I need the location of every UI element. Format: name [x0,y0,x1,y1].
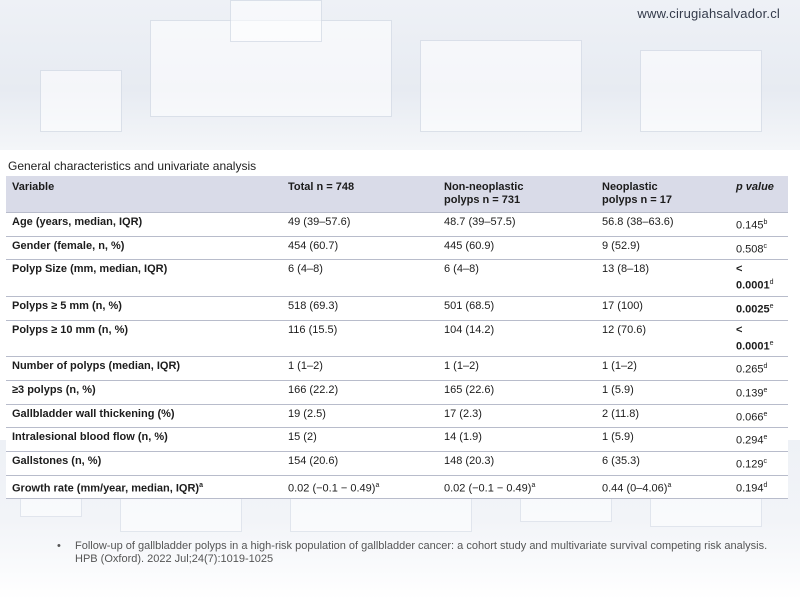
cell-neoplastic [596,428,730,452]
table-row [6,475,788,499]
cell-p-value-footnote-mark: c [763,242,768,250]
cell-neoplastic [596,404,730,428]
cell-total-value: 15 (2) [288,431,317,444]
table-row [6,213,788,237]
cell-non-neoplastic [438,404,596,428]
cell-total-value: 116 (15.5) [288,323,338,336]
cell-p-value-footnote-mark: e [763,434,768,442]
cell-variable-value: Growth rate (mm/year, median, IQR) [12,482,200,495]
cell-non-neoplastic-value: 501 (68.5) [444,299,495,312]
cell-variable [6,451,282,475]
cell-p-value-footnote-mark: e [763,386,768,394]
cell-neoplastic [596,380,730,404]
cell-non-neoplastic-value: 48.7 (39–57.5) [444,216,516,228]
cell-neoplastic [596,357,730,381]
cell-p-value [730,260,788,297]
cell-neoplastic-value: 1 (5.9) [602,431,634,444]
cell-non-neoplastic [438,380,596,404]
bg-shape [420,40,582,132]
cell-p-value-footnote-mark: e [769,302,774,310]
header-non-neoplastic-line2: polyps n = 731 [444,194,521,206]
cell-neoplastic [596,213,730,237]
cell-total-value: 454 (60.7) [288,239,339,252]
table-row [6,451,788,475]
cell-neoplastic-value: 56.8 (38–63.6) [602,216,674,228]
cell-neoplastic-value: 17 (100) [602,299,643,312]
cell-neoplastic-value: 12 (70.6) [602,323,647,336]
cell-p-value-value: < 0.0001 [736,263,770,292]
cell-p-value-value: 0.508 [736,243,764,256]
cell-p-value-value: 0.294 [736,434,764,447]
results-table [6,176,788,499]
cell-variable [6,260,282,297]
cell-variable-value: Number of polyps (median, IQR) [12,360,181,373]
table-row [6,404,788,428]
cell-p-value-footnote-mark: e [769,339,774,347]
cell-p-value-value: 0.139 [736,387,764,400]
cell-total [282,404,438,428]
cell-total [282,475,438,499]
cell-neoplastic-value: 0.44 (0–4.06) [602,482,668,495]
cell-total-value: 154 (20.6) [288,454,339,467]
cell-variable [6,236,282,260]
cell-p-value-footnote-mark: d [763,481,768,489]
cell-total-value: 1 (1–2) [288,360,323,373]
header-p-value [730,176,788,213]
table-row [6,236,788,260]
cell-total-value: 166 (22.2) [288,383,339,396]
cell-neoplastic-value: 13 (8–18) [602,263,650,276]
cell-p-value [730,404,788,428]
header-neoplastic-line1: Neoplastic [602,181,658,193]
cell-p-value-value: 0.265 [736,363,764,376]
cell-total [282,451,438,475]
cell-variable-value: Intralesional blood flow (n, %) [12,431,168,444]
cell-total [282,428,438,452]
cell-total [282,357,438,381]
cell-neoplastic [596,296,730,320]
cell-neoplastic [596,451,730,475]
bg-shape [40,70,122,132]
table-row [6,260,788,297]
cell-non-neoplastic [438,357,596,381]
cell-non-neoplastic [438,213,596,237]
cell-total-value: 0.02 (−0.1 − 0.49) [288,482,376,495]
table-row [6,296,788,320]
cell-variable [6,357,282,381]
cell-p-value [730,380,788,404]
cell-non-neoplastic-value: 165 (22.6) [444,383,495,396]
cell-non-neoplastic [438,320,596,357]
table-row [6,380,788,404]
cell-total-value: 518 (69.3) [288,299,339,312]
cell-p-value-value: 0.145 [736,219,764,232]
cell-non-neoplastic-value: 0.02 (−0.1 − 0.49) [444,482,532,495]
cell-non-neoplastic [438,236,596,260]
cell-variable-value: Gallstones (n, %) [12,454,102,467]
cell-total [282,213,438,237]
cell-non-neoplastic-value: 6 (4–8) [444,263,479,276]
cell-variable [6,404,282,428]
cell-variable [6,475,282,499]
cell-variable-value: Age (years, median, IQR) [12,216,143,228]
cell-variable [6,320,282,357]
cell-p-value-footnote-mark: d [769,279,774,287]
cell-p-value [730,357,788,381]
table-row [6,428,788,452]
cell-total [282,296,438,320]
cell-neoplastic [596,320,730,357]
cell-non-neoplastic-value: 1 (1–2) [444,360,479,373]
header-neoplastic [596,176,730,213]
cell-neoplastic [596,475,730,499]
cell-neoplastic [596,260,730,297]
cell-variable [6,380,282,404]
cell-non-neoplastic-footnote-mark: a [531,481,536,489]
table-title: General characteristics and univariate analysis [8,159,257,173]
cell-neoplastic-value: 1 (5.9) [602,383,634,396]
cell-p-value-footnote-mark: c [763,457,768,465]
cell-non-neoplastic [438,475,596,499]
cell-p-value-value: 0.194 [736,482,764,495]
cell-variable-value: Polyps ≥ 5 mm (n, %) [12,299,122,312]
cell-p-value-footnote-mark: e [763,410,768,418]
header-p-value-text: p value [736,181,774,193]
cell-p-value [730,236,788,260]
cell-variable [6,296,282,320]
cell-neoplastic-footnote-mark: a [667,481,672,489]
cell-p-value-footnote-mark: b [763,219,768,226]
cell-p-value [730,451,788,475]
cell-variable [6,213,282,237]
cell-non-neoplastic-value: 104 (14.2) [444,323,495,336]
table-header-row [6,176,788,213]
cell-p-value-value: < 0.0001 [736,323,770,353]
reference-text: Follow-up of gallbladder polyps in a high-risk population of gallbladder cancer: a cohort study and multivariate survival competing risk analysis. HPB (Oxford). 2022 Jul;24(7):1019-1025 [75,540,768,565]
cell-non-neoplastic-value: 14 (1.9) [444,431,482,444]
header-neoplastic-line2: polyps n = 17 [602,194,672,206]
cell-total-value: 19 (2.5) [288,407,326,420]
header-non-neoplastic [438,176,596,213]
website-url: www.cirugiahsalvador.cl [637,6,780,21]
bullet-icon: • [57,540,61,552]
cell-total-value: 49 (39–57.6) [288,216,351,228]
background-top [0,0,800,150]
cell-neoplastic-value: 9 (52.9) [602,239,640,252]
cell-p-value-value: 0.066 [736,411,764,424]
cell-variable [6,428,282,452]
cell-variable-value: Gender (female, n, %) [12,239,125,252]
table-row [6,320,788,357]
cell-variable-value: Polyp Size (mm, median, IQR) [12,263,168,276]
cell-total [282,320,438,357]
cell-p-value [730,428,788,452]
cell-p-value [730,320,788,357]
cell-total-value: 6 (4–8) [288,263,323,276]
cell-neoplastic [596,236,730,260]
cell-p-value-value: 0.129 [736,458,764,471]
cell-neoplastic-value: 2 (11.8) [602,407,640,420]
cell-neoplastic-value: 6 (35.3) [602,454,640,467]
cell-variable-value: Polyps ≥ 10 mm (n, %) [12,323,129,336]
cell-neoplastic-value: 1 (1–2) [602,360,637,373]
cell-p-value-footnote-mark: d [763,363,768,371]
header-non-neoplastic-line1: Non-neoplastic [444,181,524,193]
cell-non-neoplastic [438,260,596,297]
cell-total-footnote-mark: a [375,481,380,489]
cell-non-neoplastic [438,451,596,475]
cell-variable-footnote-mark: a [199,481,203,489]
cell-p-value [730,475,788,499]
header-variable: Variable [12,181,55,193]
cell-total [282,380,438,404]
cell-non-neoplastic [438,428,596,452]
cell-p-value [730,213,788,237]
cell-variable-value: Gallbladder wall thickening (%) [12,407,175,420]
cell-non-neoplastic-value: 148 (20.3) [444,454,495,467]
cell-total [282,260,438,297]
header-total: Total n = 748 [288,181,355,193]
bg-shape [230,0,322,42]
bg-shape [640,50,762,132]
table-row [6,357,788,381]
cell-non-neoplastic-value: 17 (2.3) [444,407,482,420]
cell-non-neoplastic [438,296,596,320]
cell-variable-value: ≥3 polyps (n, %) [12,383,96,396]
cell-total [282,236,438,260]
cell-non-neoplastic-value: 445 (60.9) [444,239,495,252]
cell-p-value-value: 0.0025 [736,303,770,316]
cell-p-value [730,296,788,320]
